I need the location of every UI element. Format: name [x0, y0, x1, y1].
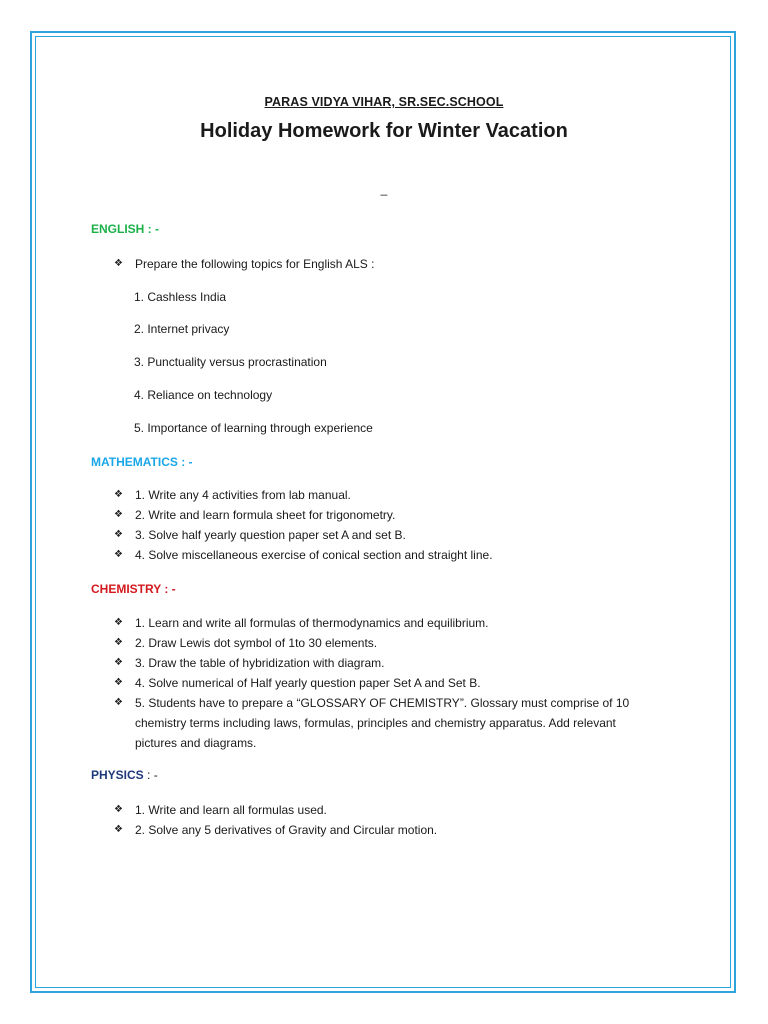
mathematics-heading-separator: : - [177, 455, 193, 469]
physics-item-text: 2. Solve any 5 derivatives of Gravity and Circular motion. [135, 823, 438, 837]
mathematics-item-text: 1. Write any 4 activities from lab manual. [135, 488, 351, 502]
english-topic-2: 2. Internet privacy [134, 322, 230, 336]
diamond-quad-bullet-icon: ❖ [114, 489, 123, 500]
english-topic-3: 3. Punctuality versus procrastination [134, 355, 327, 369]
diamond-quad-bullet-icon: ❖ [114, 677, 123, 688]
english-intro-text: Prepare the following topics for English ALS : [135, 257, 375, 271]
chemistry-item-text: 3. Draw the table of hybridization with diagram. [135, 656, 385, 670]
diamond-quad-bullet-icon: ❖ [114, 529, 123, 540]
chemistry-item-text: 2. Draw Lewis dot symbol of 1to 30 elements. [135, 636, 378, 650]
section-heading-physics [91, 768, 158, 782]
english-heading-separator: : - [144, 222, 160, 236]
english-topic-4: 4. Reliance on technology [134, 388, 273, 402]
mathematics-item-text: 4. Solve miscellaneous exercise of conical section and straight line. [135, 548, 493, 562]
section-heading-chemistry [91, 582, 176, 596]
chemistry-heading-separator: : - [161, 582, 176, 596]
diamond-quad-bullet-icon: ❖ [114, 549, 123, 560]
physics-heading-separator: : - [143, 768, 158, 782]
english-heading-label: ENGLISH [91, 222, 145, 236]
diamond-quad-bullet-icon: ❖ [114, 637, 123, 648]
diamond-quad-bullet-icon: ❖ [114, 697, 123, 708]
english-topic-5: 5. Importance of learning through experience [134, 421, 373, 435]
title-separator: _ [380, 182, 388, 196]
section-heading-english [91, 222, 159, 236]
chemistry-item-text: 1. Learn and write all formulas of thermodynamics and equilibrium. [135, 616, 489, 630]
page-title: Holiday Homework for Winter Vacation [200, 120, 568, 142]
physics-item-text: 1. Write and learn all formulas used. [135, 803, 327, 817]
chemistry-item-text: 5. Students have to prepare a “GLOSSARY OF CHEMISTRY”. Glossary must comprise of 10 chemistry terms including laws, formulas, principles and chemistry apparatus. Add relevant pictures and diagrams. [135, 696, 630, 750]
diamond-quad-bullet-icon: ❖ [114, 258, 123, 269]
diamond-quad-bullet-icon: ❖ [114, 804, 123, 815]
diamond-quad-bullet-icon: ❖ [114, 509, 123, 520]
chemistry-item-text: 4. Solve numerical of Half yearly question paper Set A and Set B. [135, 676, 481, 690]
diamond-quad-bullet-icon: ❖ [114, 657, 123, 668]
section-heading-mathematics [91, 455, 193, 469]
physics-heading-label: PHYSICS [91, 768, 144, 782]
school-name: PARAS VIDYA VIHAR, SR.SEC.SCHOOL [264, 95, 504, 109]
diamond-quad-bullet-icon: ❖ [114, 617, 123, 628]
diamond-quad-bullet-icon: ❖ [114, 824, 123, 835]
mathematics-item-text: 2. Write and learn formula sheet for trigonometry. [135, 508, 396, 522]
mathematics-heading-label: MATHEMATICS [91, 455, 178, 469]
chemistry-heading-label: CHEMISTRY [91, 582, 162, 596]
english-topic-1: 1. Cashless India [134, 290, 227, 304]
mathematics-item-text: 3. Solve half yearly question paper set A and set B. [135, 528, 406, 542]
